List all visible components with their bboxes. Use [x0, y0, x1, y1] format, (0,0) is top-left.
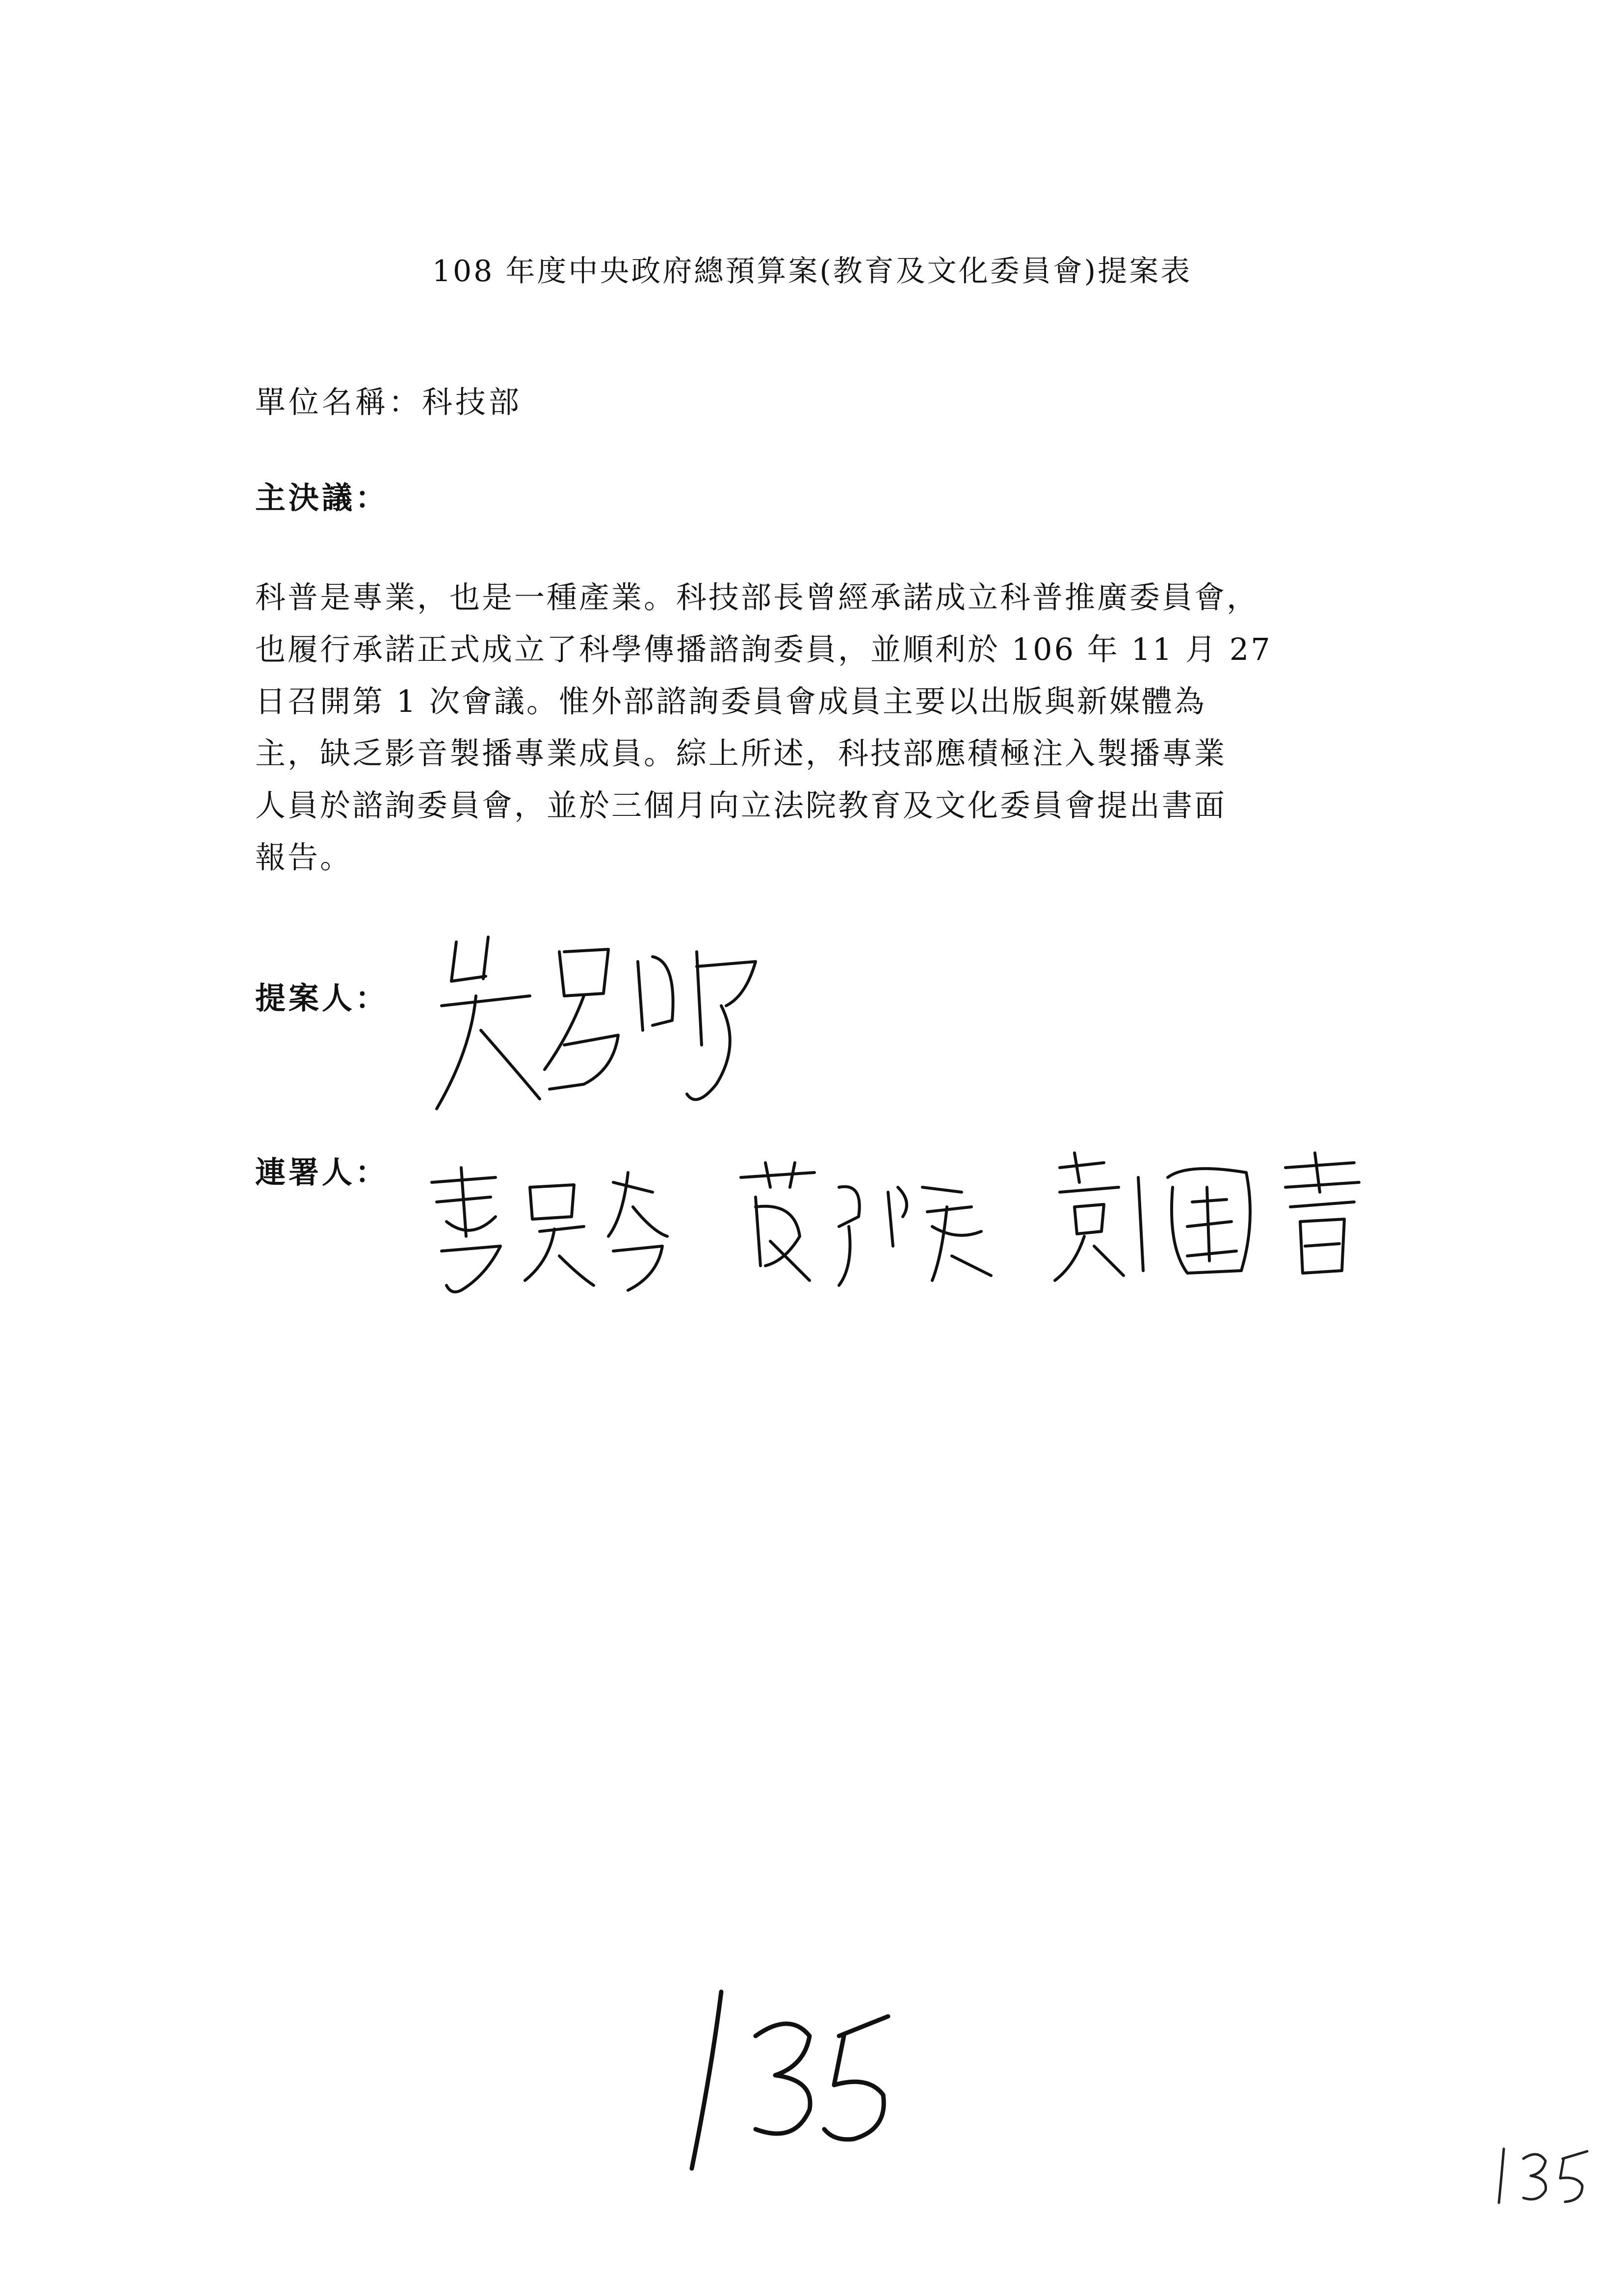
cosigner-signature-1 — [417, 1163, 682, 1310]
handwritten-page-number-small — [1489, 2139, 1592, 2213]
body-line: 主，缺乏影音製播專業成員。綜上所述，科技部應積極注入製播專業 — [255, 735, 1227, 771]
body-line: 也履行承諾正式成立了科學傳播諮詢委員，並順利於 106 年 11 月 27 — [255, 631, 1272, 667]
resolution-body — [255, 572, 1393, 884]
cosigner-signature-3 — [1040, 1148, 1374, 1295]
body-line: 日召開第 1 次會議。惟外部諮詢委員會成員主要以出版與新媒體為 — [255, 683, 1206, 719]
unit-name-line: 單位名稱：科技部 — [255, 384, 523, 420]
body-line: 科普是專業，也是一種產業。科技部長曾經承諾成立科普推廣委員會， — [255, 579, 1259, 615]
document-title: 108 年度中央政府總預算案(教育及文化委員會)提案表 — [432, 254, 1192, 288]
handwritten-page-number — [662, 1982, 917, 2188]
proposer-label: 提案人： — [255, 980, 389, 1016]
cosigner-signature-2 — [726, 1158, 1001, 1305]
proposer-signature — [422, 922, 795, 1128]
main-resolution-heading: 主決議： — [255, 480, 389, 516]
cosigner-label: 連署人： — [255, 1154, 389, 1190]
body-line: 人員於諮詢委員會，並於三個月向立法院教育及文化委員會提出書面 — [255, 787, 1227, 823]
body-line: 報告。 — [255, 839, 353, 875]
